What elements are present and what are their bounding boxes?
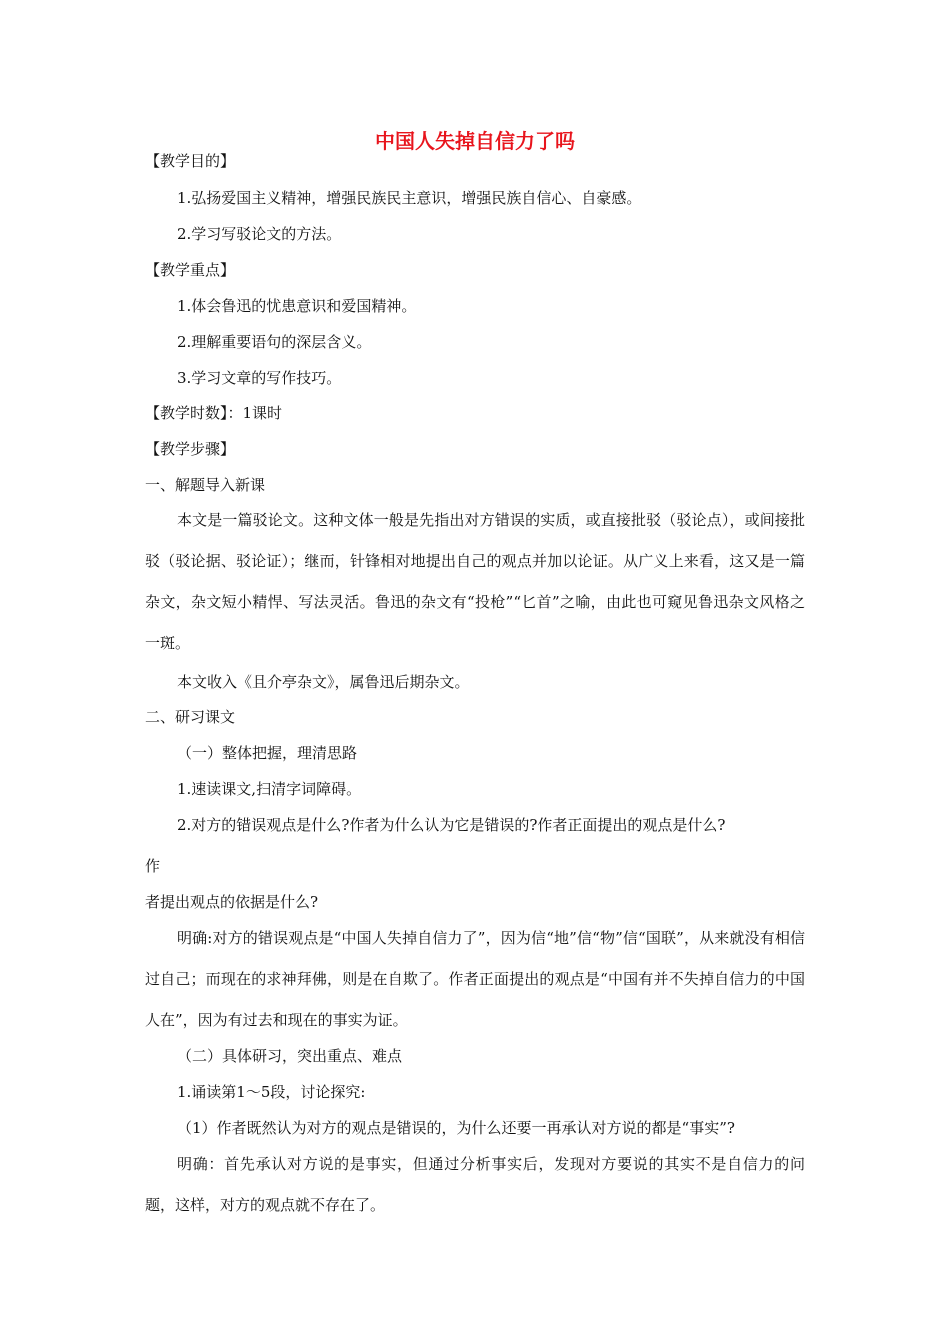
focus-item-3: 3.学习文章的写作技巧。: [177, 369, 342, 387]
question-item-1: （1）作者既然认为对方的观点是错误的，为什么还要一再承认对方说的都是“事实”?: [177, 1119, 735, 1137]
focus-heading: 【教学重点】: [145, 261, 236, 279]
focus-item-2: 2.理解重要语句的深层含义。: [177, 333, 372, 351]
task-item-3: 1.诵读第1～5段，讨论探究:: [177, 1083, 366, 1101]
objective-heading: 【教学目的】: [145, 152, 236, 170]
step-heading-1: 一、解题导入新课: [145, 476, 266, 494]
task-item-2: 2.对方的错误观点是什么?作者为什么认为它是错误的?作者正面提出的观点是什么?: [177, 816, 726, 834]
steps-heading: 【教学步骤】: [145, 440, 236, 458]
answer-paragraph-2: 明确：首先承认对方说的是事实，但通过分析事实后，发现对方要说的其实不是自信力的问题，这样，对方的观点就不存在了。: [145, 1155, 805, 1214]
teaching-hours: 【教学时数】：1课时: [145, 404, 283, 422]
document-title: 中国人失掉自信力了吗: [375, 129, 575, 153]
subsection-heading-2: （二）具体研习，突出重点、难点: [177, 1047, 403, 1065]
objective-item-1: 1.弘扬爱国主义精神，增强民族民主意识，增强民族自信心、自豪感。: [177, 189, 642, 207]
task-item-2-wrap-a: 作: [145, 857, 161, 875]
source-paragraph: 本文收入《且介亭杂文》，属鲁迅后期杂文。: [177, 673, 470, 691]
task-item-1: 1.速读课文,扫清字词障碍。: [177, 780, 362, 798]
subsection-heading-1: （一）整体把握，理清思路: [177, 744, 358, 762]
objective-item-2: 2.学习写驳论文的方法。: [177, 225, 342, 243]
intro-paragraph: 本文是一篇驳论文。这种文体一般是先指出对方错误的实质，或直接批驳（驳论点），或间接批驳（驳论据、驳论证）；继而，针锋相对地提出自己的观点并加以论证。从广义上来看，这又是一篇杂文，杂文短小精悍、写法灵活。鲁迅的杂文有“投枪”“匕首”之喻，由此也可窥见鲁迅杂文风格之一斑。: [145, 511, 805, 652]
task-item-2-wrap-b: 者提出观点的依据是什么?: [145, 893, 319, 911]
step-heading-2: 二、研习课文: [145, 708, 236, 726]
answer-paragraph: 明确:对方的错误观点是“中国人失掉自信力了”，因为信“地”信“物”信“国联”，从来就没有相信过自己；而现在的求神拜佛，则是在自欺了。作者正面提出的观点是“中国有并不失掉自信力的中国人在”，因为有过去和现在的事实为证。: [145, 929, 805, 1029]
focus-item-1: 1.体会鲁迅的忧患意识和爱国精神。: [177, 297, 417, 315]
